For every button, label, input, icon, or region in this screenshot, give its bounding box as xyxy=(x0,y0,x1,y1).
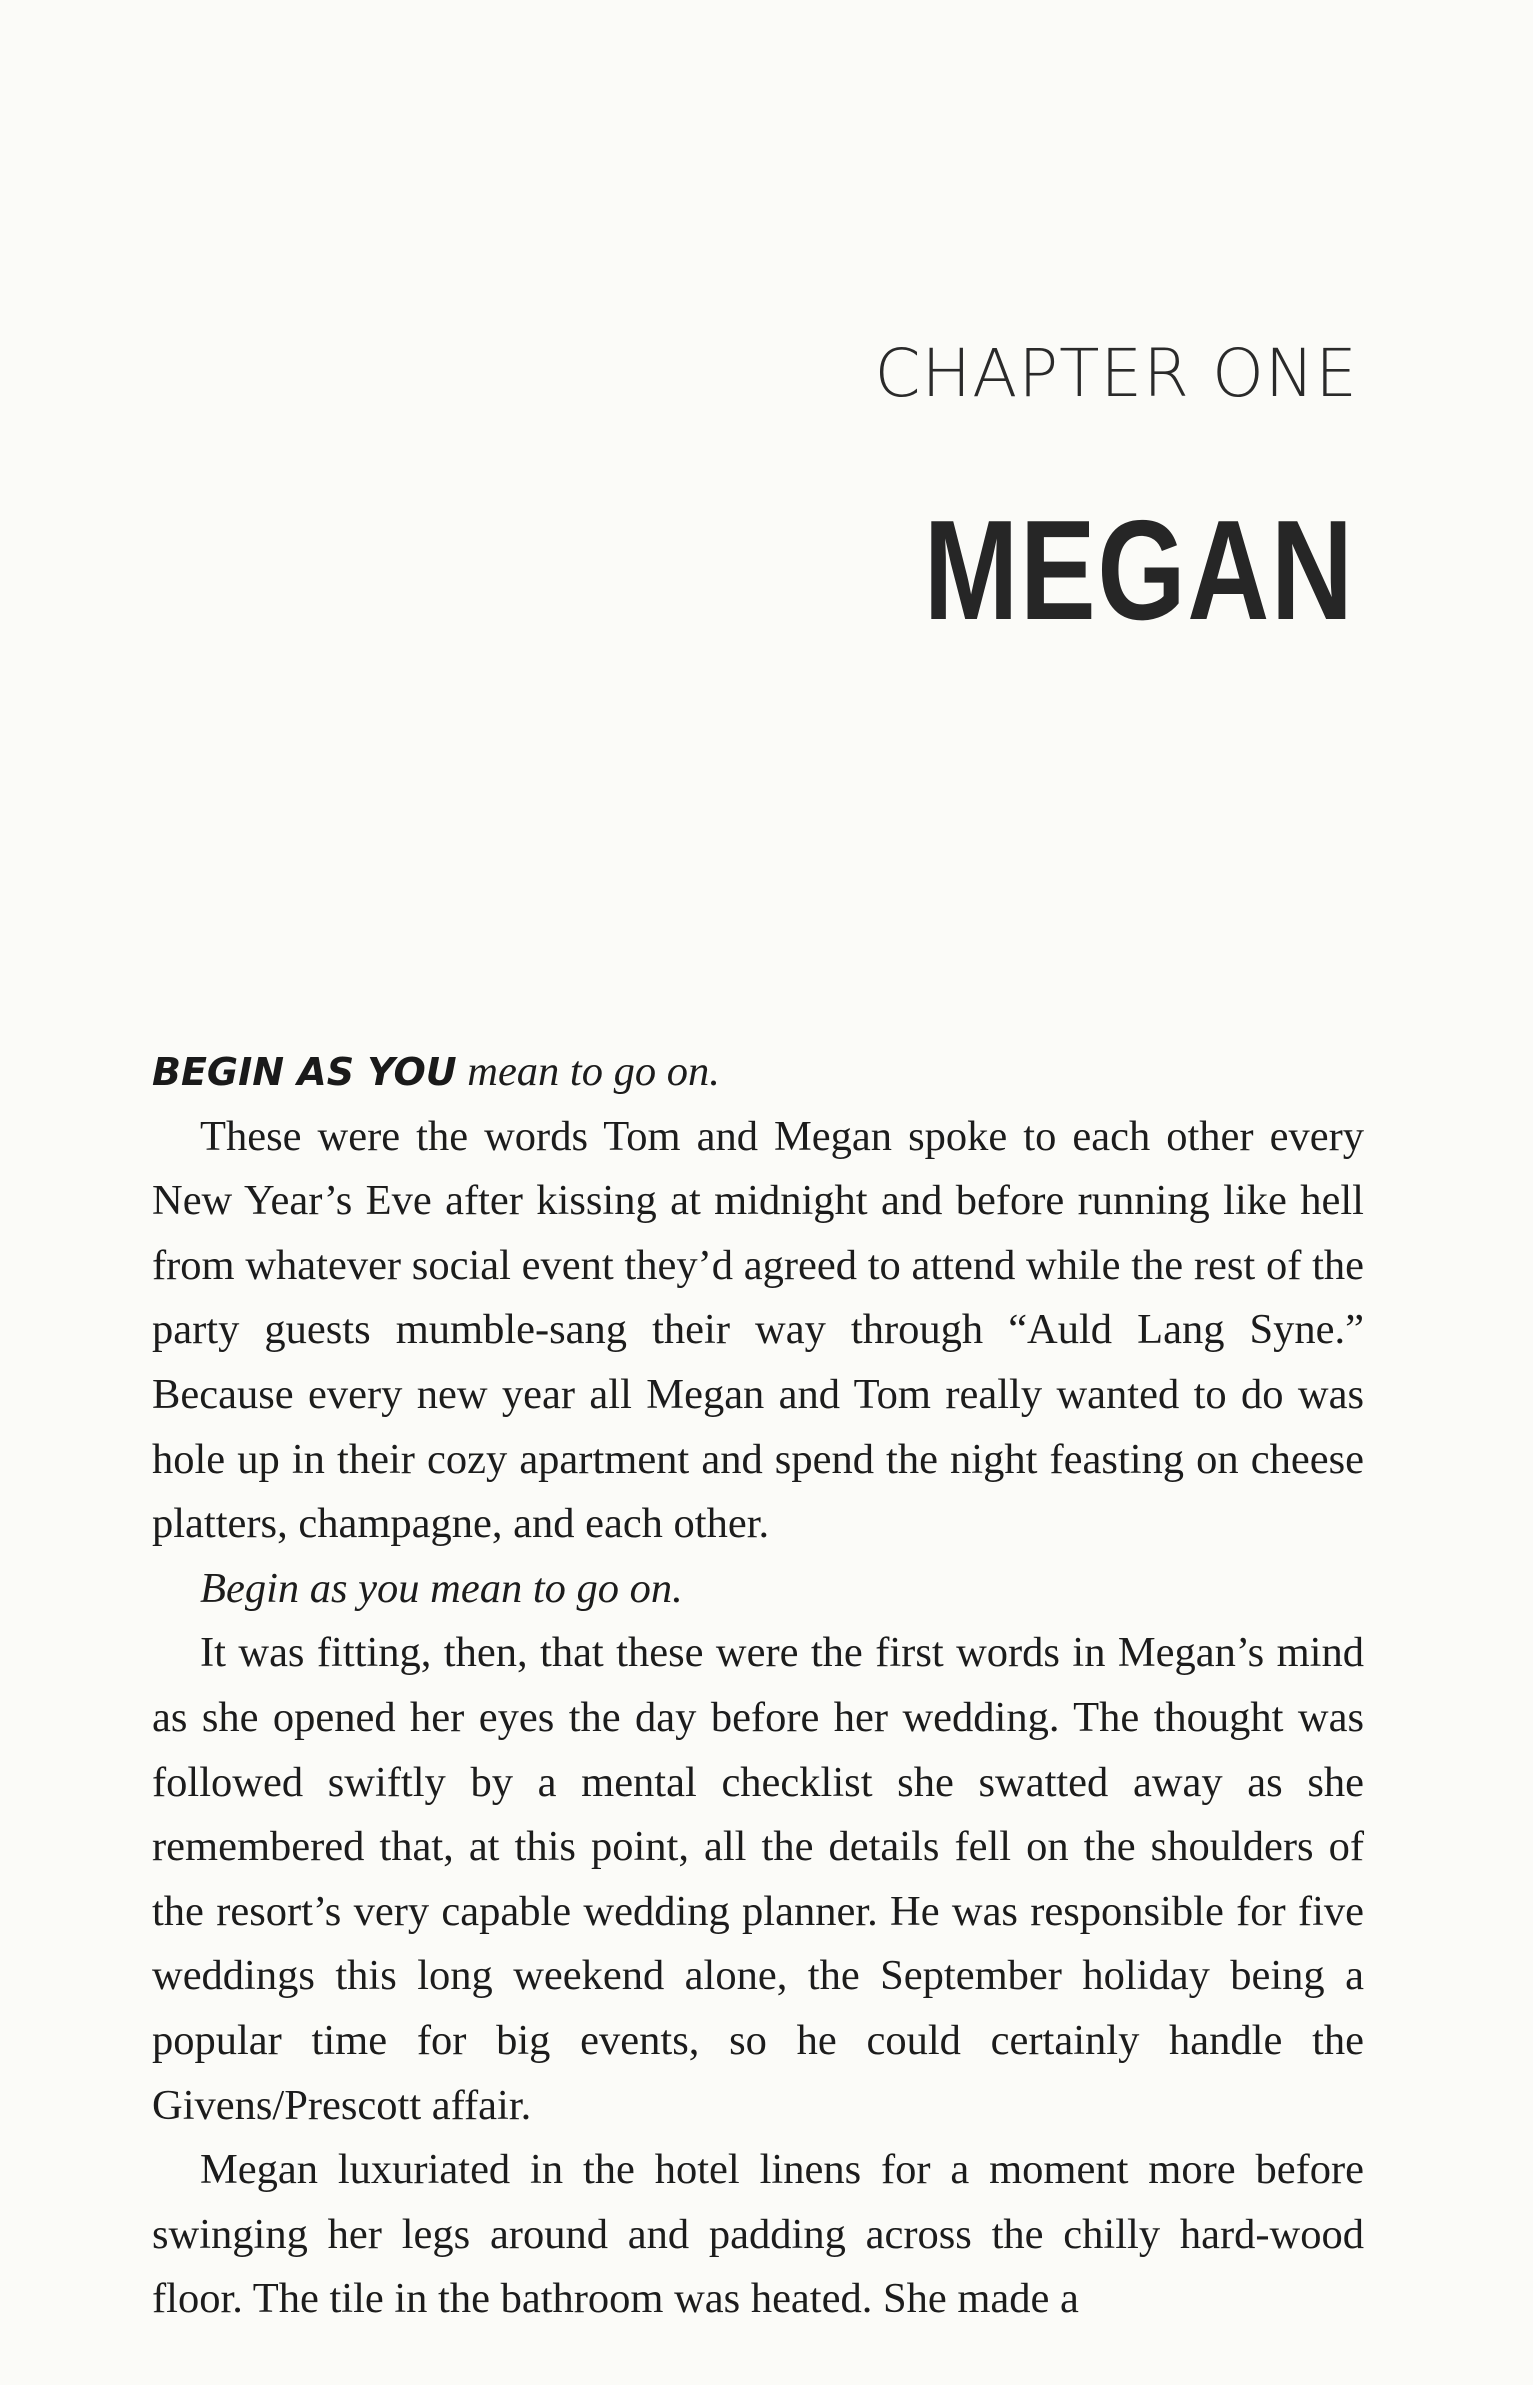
paragraph: It was fitting, then, that these were the first words in Megan’s mind as she opened her eyes the day before her wedding. The thought was followed swiftly by a mental checklist she swatted away as she remembered that, at this point, all the details fell on the shoulders of the resort’s very capable wedding planner. He was responsible for five weddings this long weekend alone, the September holiday being a popular time for big events, so he could certainly handle the Givens/Prescott affair. xyxy=(152,1629,1364,2129)
opening-line xyxy=(152,1040,1364,1105)
paragraph-italic-refrain: Begin as you mean to go on. xyxy=(200,1564,683,1612)
paragraph: These were the words Tom and Megan spoke to each other every New Year’s Eve after kissing at midnight and before running like hell from whatever social event they’d agreed to attend while the rest of the party guests mumble-sang their way through “Auld Lang Syne.” Because every new year all Megan and Tom really wanted to do was hole up in their cozy apartment and spend the night feasting on cheese platters, champagne, and each other. xyxy=(152,1112,1364,1548)
opening-lead-caps: BEGIN AS YOU xyxy=(152,1050,457,1094)
body-text xyxy=(152,1040,1364,2332)
chapter-label: CHAPTER ONE xyxy=(874,335,1358,412)
opening-lead-rest: mean to go on. xyxy=(467,1048,720,1095)
paragraph: Megan luxuriated in the hotel linens for a moment more before swinging her legs around and padding across the chilly hard-wood floor. The tile in the bathroom was heated. She made a xyxy=(152,2146,1364,2323)
chapter-title: MEGAN xyxy=(924,491,1355,650)
